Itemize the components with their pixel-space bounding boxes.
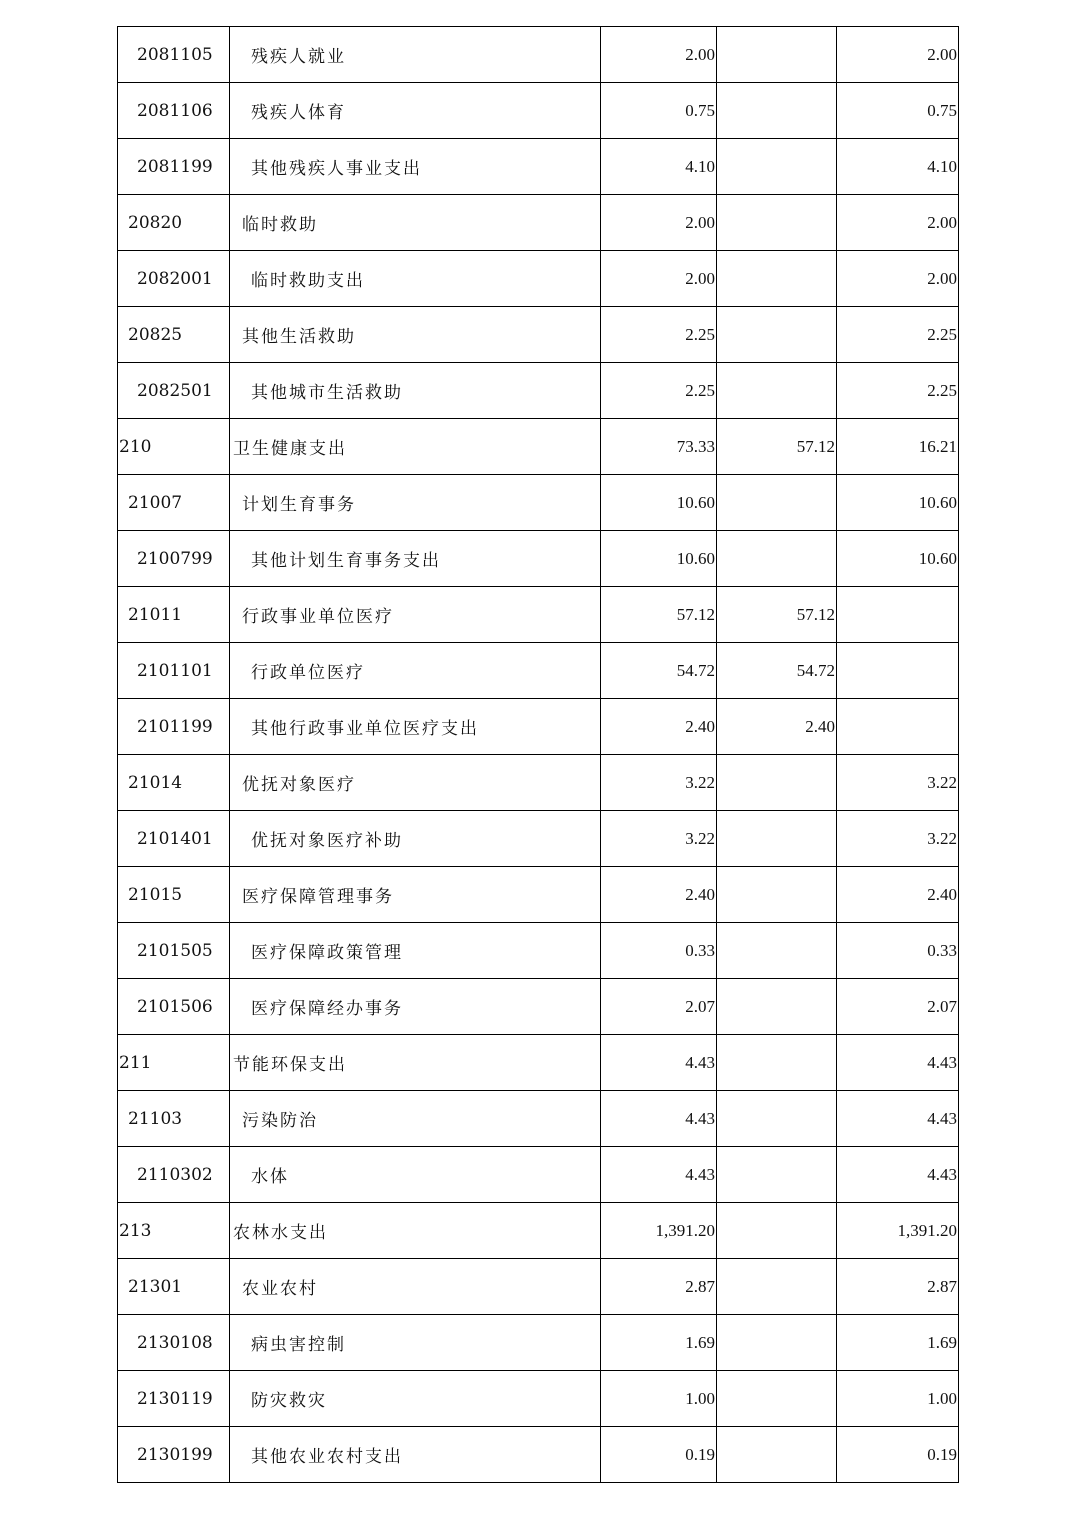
- cell-subject-code: 2101199: [118, 699, 230, 755]
- cell-total: 2.87: [601, 1259, 717, 1315]
- cell-total: 2.40: [601, 699, 717, 755]
- cell-basic-expenditure: [717, 1427, 837, 1483]
- cell-project-expenditure: 2.25: [837, 363, 959, 419]
- cell-project-expenditure: 2.07: [837, 979, 959, 1035]
- cell-subject-name: 临时救助支出: [230, 251, 601, 307]
- table-row: [118, 251, 959, 307]
- cell-project-expenditure: 10.60: [837, 531, 959, 587]
- cell-total: 2.07: [601, 979, 717, 1035]
- cell-subject-name: 农业农村: [230, 1259, 601, 1315]
- cell-project-expenditure: 3.22: [837, 755, 959, 811]
- cell-subject-code: 21301: [118, 1259, 230, 1315]
- cell-project-expenditure: 4.43: [837, 1035, 959, 1091]
- cell-basic-expenditure: [717, 867, 837, 923]
- cell-basic-expenditure: [717, 83, 837, 139]
- cell-subject-code: 2100799: [118, 531, 230, 587]
- cell-subject-name: 农林水支出: [230, 1203, 601, 1259]
- cell-subject-code: 210: [118, 419, 230, 475]
- cell-project-expenditure: [837, 643, 959, 699]
- cell-subject-code: 2130199: [118, 1427, 230, 1483]
- cell-total: 3.22: [601, 811, 717, 867]
- cell-subject-code: 2101506: [118, 979, 230, 1035]
- cell-subject-code: 21014: [118, 755, 230, 811]
- cell-subject-name: 临时救助: [230, 195, 601, 251]
- cell-basic-expenditure: 57.12: [717, 419, 837, 475]
- cell-total: 10.60: [601, 531, 717, 587]
- table-row: [118, 139, 959, 195]
- table-row: [118, 363, 959, 419]
- cell-subject-code: 2110302: [118, 1147, 230, 1203]
- cell-subject-code: 20820: [118, 195, 230, 251]
- table-row: [118, 419, 959, 475]
- cell-project-expenditure: 0.75: [837, 83, 959, 139]
- cell-subject-code: 211: [118, 1035, 230, 1091]
- cell-subject-code: 2130119: [118, 1371, 230, 1427]
- cell-subject-name: 其他计划生育事务支出: [230, 531, 601, 587]
- cell-subject-code: 2101401: [118, 811, 230, 867]
- cell-subject-name: 其他行政事业单位医疗支出: [230, 699, 601, 755]
- cell-basic-expenditure: [717, 1091, 837, 1147]
- table-row: [118, 1371, 959, 1427]
- cell-basic-expenditure: [717, 1203, 837, 1259]
- cell-basic-expenditure: [717, 195, 837, 251]
- cell-subject-code: 213: [118, 1203, 230, 1259]
- cell-subject-code: 2130108: [118, 1315, 230, 1371]
- cell-total: 4.10: [601, 139, 717, 195]
- cell-total: 73.33: [601, 419, 717, 475]
- cell-basic-expenditure: [717, 475, 837, 531]
- table-row: [118, 195, 959, 251]
- cell-project-expenditure: 2.87: [837, 1259, 959, 1315]
- cell-basic-expenditure: [717, 27, 837, 83]
- cell-project-expenditure: 0.19: [837, 1427, 959, 1483]
- cell-basic-expenditure: [717, 755, 837, 811]
- table-row: [118, 1315, 959, 1371]
- cell-subject-code: 2101101: [118, 643, 230, 699]
- cell-subject-code: 2081199: [118, 139, 230, 195]
- table-row: [118, 531, 959, 587]
- cell-subject-code: 21007: [118, 475, 230, 531]
- cell-subject-name: 水体: [230, 1147, 601, 1203]
- cell-subject-name: 污染防治: [230, 1091, 601, 1147]
- table-row: [118, 1091, 959, 1147]
- cell-basic-expenditure: [717, 1147, 837, 1203]
- cell-subject-name: 其他城市生活救助: [230, 363, 601, 419]
- cell-total: 2.00: [601, 195, 717, 251]
- cell-basic-expenditure: [717, 1259, 837, 1315]
- table-row: [118, 811, 959, 867]
- cell-total: 2.40: [601, 867, 717, 923]
- cell-basic-expenditure: [717, 979, 837, 1035]
- cell-total: 2.25: [601, 363, 717, 419]
- table-row: [118, 755, 959, 811]
- table-row: [118, 27, 959, 83]
- cell-total: 1,391.20: [601, 1203, 717, 1259]
- cell-basic-expenditure: 54.72: [717, 643, 837, 699]
- cell-subject-code: 20825: [118, 307, 230, 363]
- cell-subject-code: 2081105: [118, 27, 230, 83]
- cell-total: 2.00: [601, 27, 717, 83]
- cell-total: 4.43: [601, 1147, 717, 1203]
- cell-basic-expenditure: [717, 811, 837, 867]
- cell-total: 0.33: [601, 923, 717, 979]
- cell-basic-expenditure: [717, 1315, 837, 1371]
- cell-project-expenditure: [837, 587, 959, 643]
- cell-subject-name: 卫生健康支出: [230, 419, 601, 475]
- cell-project-expenditure: 4.10: [837, 139, 959, 195]
- cell-subject-code: 21015: [118, 867, 230, 923]
- cell-subject-name: 计划生育事务: [230, 475, 601, 531]
- cell-subject-name: 医疗保障政策管理: [230, 923, 601, 979]
- cell-total: 3.22: [601, 755, 717, 811]
- cell-project-expenditure: 1,391.20: [837, 1203, 959, 1259]
- table-row: [118, 1147, 959, 1203]
- cell-subject-name: 其他农业农村支出: [230, 1427, 601, 1483]
- table-row: [118, 1427, 959, 1483]
- cell-total: 0.75: [601, 83, 717, 139]
- table-row: [118, 307, 959, 363]
- cell-basic-expenditure: [717, 1371, 837, 1427]
- cell-subject-name: 防灾救灾: [230, 1371, 601, 1427]
- cell-total: 1.00: [601, 1371, 717, 1427]
- cell-project-expenditure: 2.25: [837, 307, 959, 363]
- cell-total: 54.72: [601, 643, 717, 699]
- cell-subject-name: 其他生活救助: [230, 307, 601, 363]
- cell-project-expenditure: 1.69: [837, 1315, 959, 1371]
- cell-subject-code: 2081106: [118, 83, 230, 139]
- expenditure-table: [117, 26, 959, 1483]
- table-row: [118, 867, 959, 923]
- cell-subject-code: 2101505: [118, 923, 230, 979]
- table-row: [118, 1035, 959, 1091]
- cell-project-expenditure: 16.21: [837, 419, 959, 475]
- cell-total: 2.25: [601, 307, 717, 363]
- cell-subject-code: 21103: [118, 1091, 230, 1147]
- cell-subject-name: 优抚对象医疗补助: [230, 811, 601, 867]
- cell-subject-name: 其他残疾人事业支出: [230, 139, 601, 195]
- cell-subject-code: 21011: [118, 587, 230, 643]
- cell-subject-name: 节能环保支出: [230, 1035, 601, 1091]
- table-body: [118, 27, 959, 1483]
- table-row: [118, 1203, 959, 1259]
- cell-project-expenditure: 3.22: [837, 811, 959, 867]
- cell-project-expenditure: [837, 699, 959, 755]
- cell-basic-expenditure: [717, 363, 837, 419]
- cell-total: 57.12: [601, 587, 717, 643]
- cell-basic-expenditure: [717, 139, 837, 195]
- table-row: [118, 643, 959, 699]
- cell-total: 2.00: [601, 251, 717, 307]
- cell-project-expenditure: 1.00: [837, 1371, 959, 1427]
- table-row: [118, 475, 959, 531]
- cell-subject-name: 优抚对象医疗: [230, 755, 601, 811]
- cell-subject-name: 医疗保障管理事务: [230, 867, 601, 923]
- cell-basic-expenditure: [717, 251, 837, 307]
- cell-project-expenditure: 2.40: [837, 867, 959, 923]
- cell-basic-expenditure: 2.40: [717, 699, 837, 755]
- cell-project-expenditure: 2.00: [837, 251, 959, 307]
- cell-basic-expenditure: [717, 307, 837, 363]
- cell-project-expenditure: 2.00: [837, 195, 959, 251]
- table-row: [118, 979, 959, 1035]
- cell-basic-expenditure: [717, 531, 837, 587]
- table-row: [118, 1259, 959, 1315]
- expenditure-table-page: [117, 26, 958, 1483]
- cell-project-expenditure: 4.43: [837, 1091, 959, 1147]
- cell-basic-expenditure: [717, 923, 837, 979]
- cell-subject-name: 残疾人体育: [230, 83, 601, 139]
- cell-subject-name: 残疾人就业: [230, 27, 601, 83]
- cell-total: 1.69: [601, 1315, 717, 1371]
- cell-basic-expenditure: 57.12: [717, 587, 837, 643]
- cell-subject-code: 2082001: [118, 251, 230, 307]
- cell-basic-expenditure: [717, 1035, 837, 1091]
- cell-total: 4.43: [601, 1091, 717, 1147]
- cell-subject-code: 2082501: [118, 363, 230, 419]
- table-row: [118, 83, 959, 139]
- cell-project-expenditure: 2.00: [837, 27, 959, 83]
- cell-subject-name: 行政事业单位医疗: [230, 587, 601, 643]
- table-row: [118, 699, 959, 755]
- cell-subject-name: 医疗保障经办事务: [230, 979, 601, 1035]
- cell-project-expenditure: 4.43: [837, 1147, 959, 1203]
- cell-total: 4.43: [601, 1035, 717, 1091]
- cell-project-expenditure: 10.60: [837, 475, 959, 531]
- table-row: [118, 923, 959, 979]
- table-row: [118, 587, 959, 643]
- cell-project-expenditure: 0.33: [837, 923, 959, 979]
- cell-subject-name: 病虫害控制: [230, 1315, 601, 1371]
- cell-total: 0.19: [601, 1427, 717, 1483]
- cell-subject-name: 行政单位医疗: [230, 643, 601, 699]
- cell-total: 10.60: [601, 475, 717, 531]
